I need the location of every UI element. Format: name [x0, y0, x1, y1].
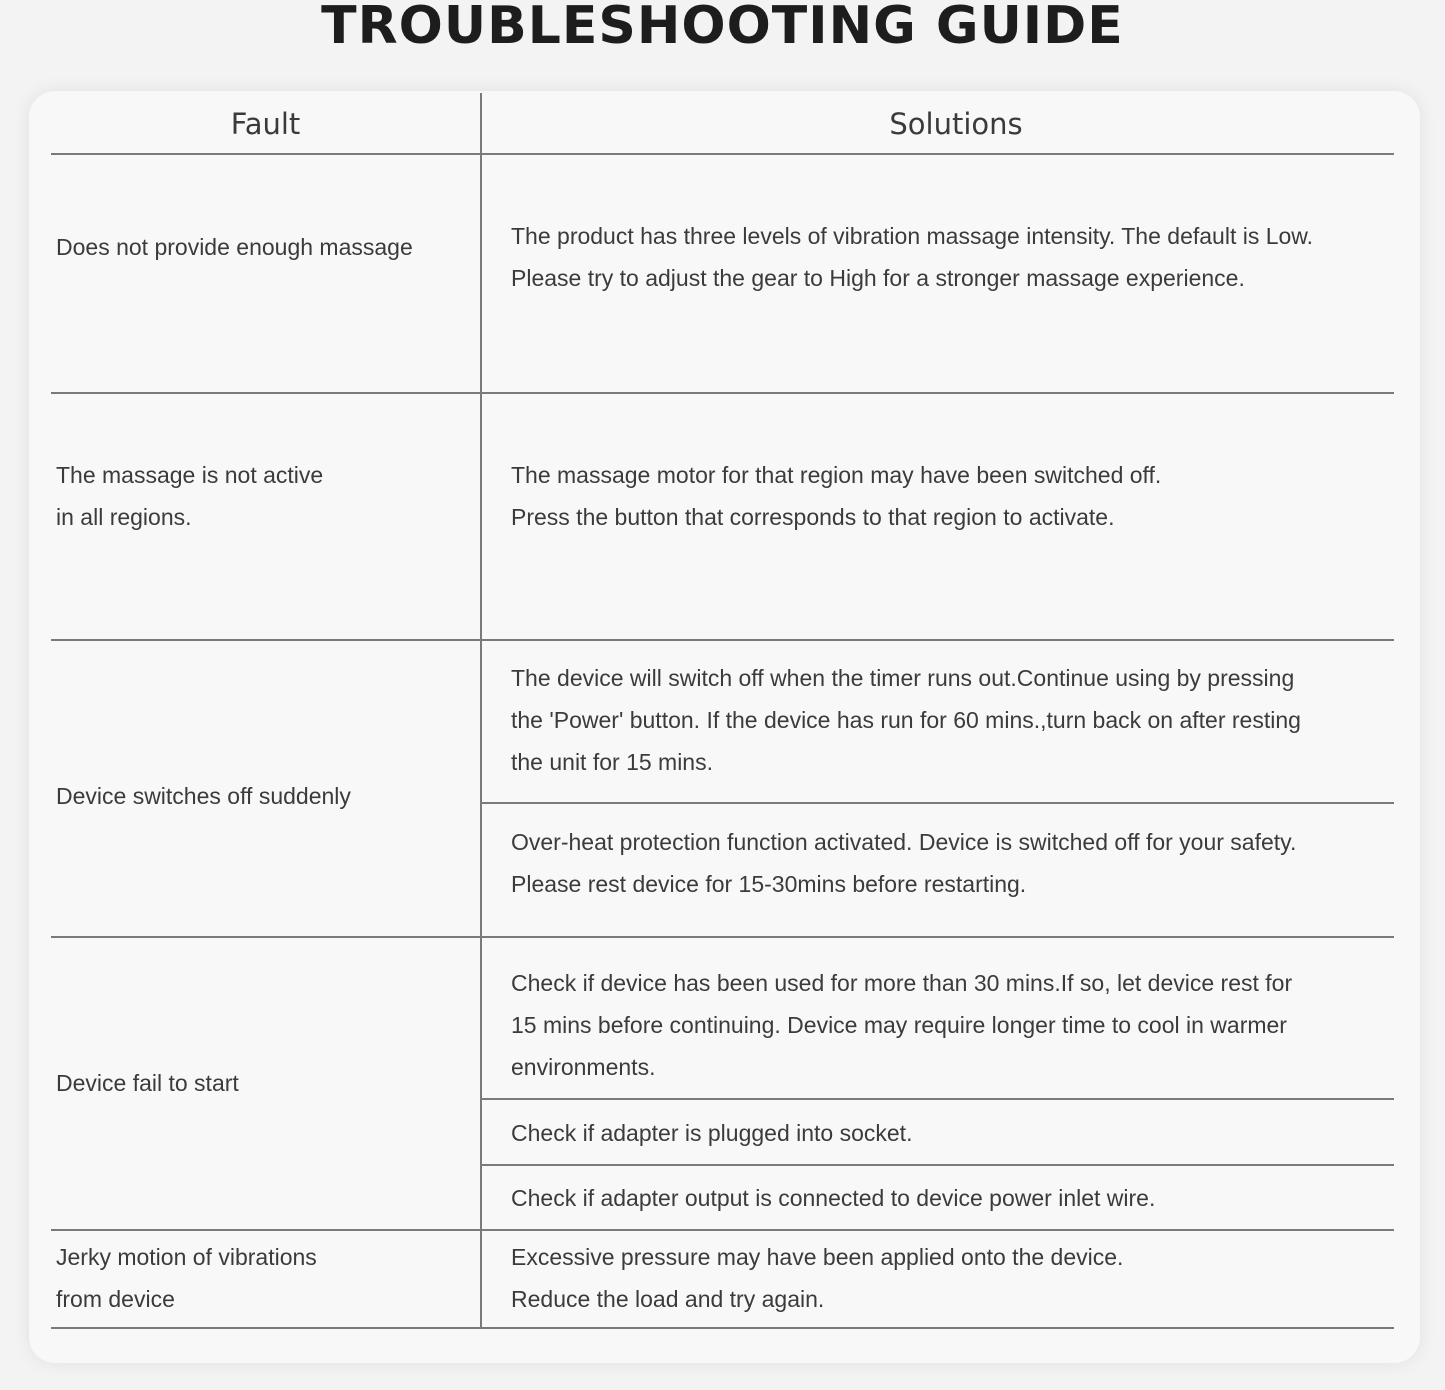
solution-text-line: Excessive pressure may have been applied onto the device. [511, 1244, 1124, 1270]
solution-cell [511, 821, 1381, 905]
solution-cell [511, 1236, 1381, 1320]
row-divider [51, 936, 1394, 938]
fault-text-line: in all regions. [56, 504, 192, 530]
solution-cell [511, 215, 1381, 299]
solution-cell [511, 1177, 1381, 1219]
fault-cell [56, 775, 466, 817]
solution-text-line: Check if adapter is plugged into socket. [511, 1120, 913, 1146]
fault-cell [56, 1236, 466, 1320]
solution-cell [511, 657, 1381, 783]
fault-text-line: The massage is not active [56, 462, 324, 488]
fault-text-line: Jerky motion of vibrations [56, 1244, 317, 1270]
solution-text-line: the unit for 15 mins. [511, 749, 713, 775]
solution-cell [511, 454, 1381, 538]
solution-text-line: Reduce the load and try again. [511, 1286, 825, 1312]
solution-divider [482, 1164, 1394, 1166]
solution-text-line: Check if adapter output is connected to device power inlet wire. [511, 1185, 1156, 1211]
fault-cell [56, 454, 466, 538]
solution-text-line: the 'Power' button. If the device has run for 60 mins.,turn back on after resting [511, 707, 1301, 733]
row-divider [51, 392, 1394, 394]
solution-divider [482, 1098, 1394, 1100]
solution-text-line: The device will switch off when the timer runs out.Continue using by pressing [511, 665, 1295, 691]
solution-text-line: Over-heat protection function activated. Device is switched off for your safety. [511, 829, 1297, 855]
solution-cell [511, 962, 1381, 1088]
header-divider [51, 153, 1394, 155]
page-title: TROUBLESHOOTING GUIDE [321, 0, 1124, 56]
column-divider [480, 93, 482, 1328]
fault-text-line: from device [56, 1286, 175, 1312]
solution-text-line: 15 mins before continuing. Device may require longer time to cool in warmer [511, 1012, 1287, 1038]
solutions-column-header: Solutions [889, 107, 1023, 141]
fault-text-line: Device fail to start [56, 1070, 239, 1096]
solution-text-line: Press the button that corresponds to that region to activate. [511, 504, 1115, 530]
solution-text-line: The product has three levels of vibration massage intensity. The default is Low. [511, 223, 1314, 249]
solution-cell [511, 1112, 1381, 1154]
fault-text-line: Device switches off suddenly [56, 783, 351, 809]
row-divider [51, 1229, 1394, 1231]
fault-column-header: Fault [230, 107, 301, 141]
table-bottom-border [51, 1327, 1394, 1329]
fault-cell [56, 1062, 466, 1104]
solution-text-line: Check if device has been used for more than 30 mins.If so, let device rest for [511, 970, 1293, 996]
row-divider [51, 639, 1394, 641]
fault-text-line: Does not provide enough massage [56, 234, 413, 260]
solution-text-line: environments. [511, 1054, 656, 1080]
solution-text-line: Please rest device for 15-30mins before restarting. [511, 871, 1027, 897]
fault-cell [56, 226, 466, 268]
solution-text-line: The massage motor for that region may have been switched off. [511, 462, 1162, 488]
solution-divider [482, 802, 1394, 804]
solution-text-line: Please try to adjust the gear to High for a stronger massage experience. [511, 265, 1245, 291]
